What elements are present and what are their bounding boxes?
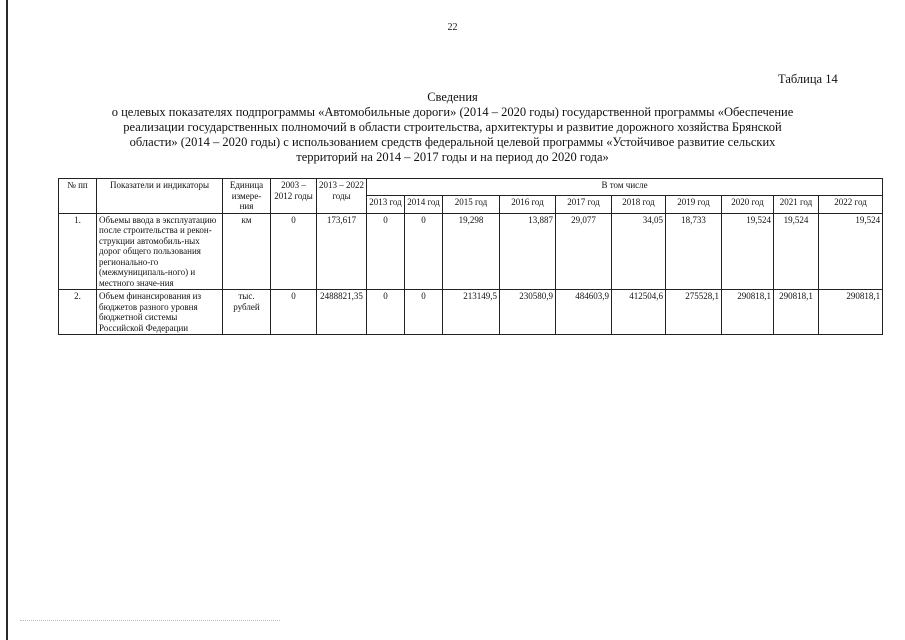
table-label: Таблица 14: [778, 72, 838, 86]
row-num: 1.: [59, 213, 97, 290]
header-year: 2014 год: [405, 196, 443, 213]
row-year-value: 13,887: [500, 213, 556, 290]
header-year: 2022 год: [819, 196, 883, 213]
row-year-value: 213149,5: [443, 290, 500, 335]
header-year: 2016 год: [500, 196, 556, 213]
scan-artifact: [20, 620, 280, 623]
header-year: 2017 год: [556, 196, 612, 213]
header-year: 2021 год: [774, 196, 819, 213]
row-unit: тыс. рублей: [223, 290, 271, 335]
row-year-value: 290818,1: [722, 290, 774, 335]
heading-line: области» (2014 – 2020 годы) с использованием средств федеральной целевой программы «Устойчивое развитие сельских: [129, 135, 776, 149]
header-unit: Единица измере-ния: [223, 179, 271, 214]
row-indicator: Объем финансирования из бюджетов разного уровня бюджетной системы Российской Федерации: [97, 290, 223, 335]
heading-line: территорий на 2014 – 2017 годы и на период до 2020 года»: [296, 150, 609, 164]
row-year-value: 19,298: [443, 213, 500, 290]
heading-line: о целевых показателях подпрограммы «Автомобильные дороги» (2014 – 2020 годы) государственной программы «Обеспечение: [111, 105, 794, 119]
row-year-value: 275528,1: [666, 290, 722, 335]
row-2003-2012: 0: [271, 290, 317, 335]
row-year-value: 0: [405, 213, 443, 290]
row-year-value: 19,524: [774, 213, 819, 290]
row-num: 2.: [59, 290, 97, 335]
header-year: 2020 год: [722, 196, 774, 213]
row-year-value: 34,05: [612, 213, 666, 290]
header-year: 2019 год: [666, 196, 722, 213]
row-year-value: 230580,9: [500, 290, 556, 335]
header-2013-2022: 2013 – 2022 годы: [317, 179, 367, 214]
scan-edge: [6, 0, 8, 640]
row-year-value: 0: [367, 213, 405, 290]
row-year-value: 484603,9: [556, 290, 612, 335]
header-year: 2013 год: [367, 196, 405, 213]
row-2013-2022: 173,617: [317, 213, 367, 290]
row-year-value: 29,077: [556, 213, 612, 290]
page-number: 22: [447, 22, 458, 33]
table-row: [59, 213, 883, 290]
row-unit: км: [223, 213, 271, 290]
row-year-value: 18,733: [666, 213, 722, 290]
row-year-value: 412504,6: [612, 290, 666, 335]
header-including: В том числе: [367, 179, 883, 196]
row-year-value: 0: [367, 290, 405, 335]
header-2003-2012: 2003 – 2012 годы: [271, 179, 317, 214]
row-year-value: 19,524: [722, 213, 774, 290]
table-row: [59, 290, 883, 335]
header-year: 2018 год: [612, 196, 666, 213]
header-year: 2015 год: [443, 196, 500, 213]
header-num: № пп: [59, 179, 97, 214]
heading-line: реализации государственных полномочий в области строительства, архитектуры и развитие дорожного хозяйства Брянской: [123, 120, 782, 134]
row-year-value: 290818,1: [819, 290, 883, 335]
header-indicator: Показатели и индикаторы: [97, 179, 223, 214]
row-year-value: 19,524: [819, 213, 883, 290]
row-2003-2012: 0: [271, 213, 317, 290]
row-year-value: 0: [405, 290, 443, 335]
document-heading: [40, 90, 865, 165]
row-year-value: 290818,1: [774, 290, 819, 335]
heading-line: Сведения: [427, 90, 478, 104]
row-indicator: Объемы ввода в эксплуатацию после строительства и рекон-струкции автомобиль-ных дорог общего пользования регионально-го (межмуниципаль-ного) и местного значе-ния: [97, 213, 223, 290]
row-2013-2022: 2488821,35: [317, 290, 367, 335]
indicators-table: [58, 178, 883, 335]
